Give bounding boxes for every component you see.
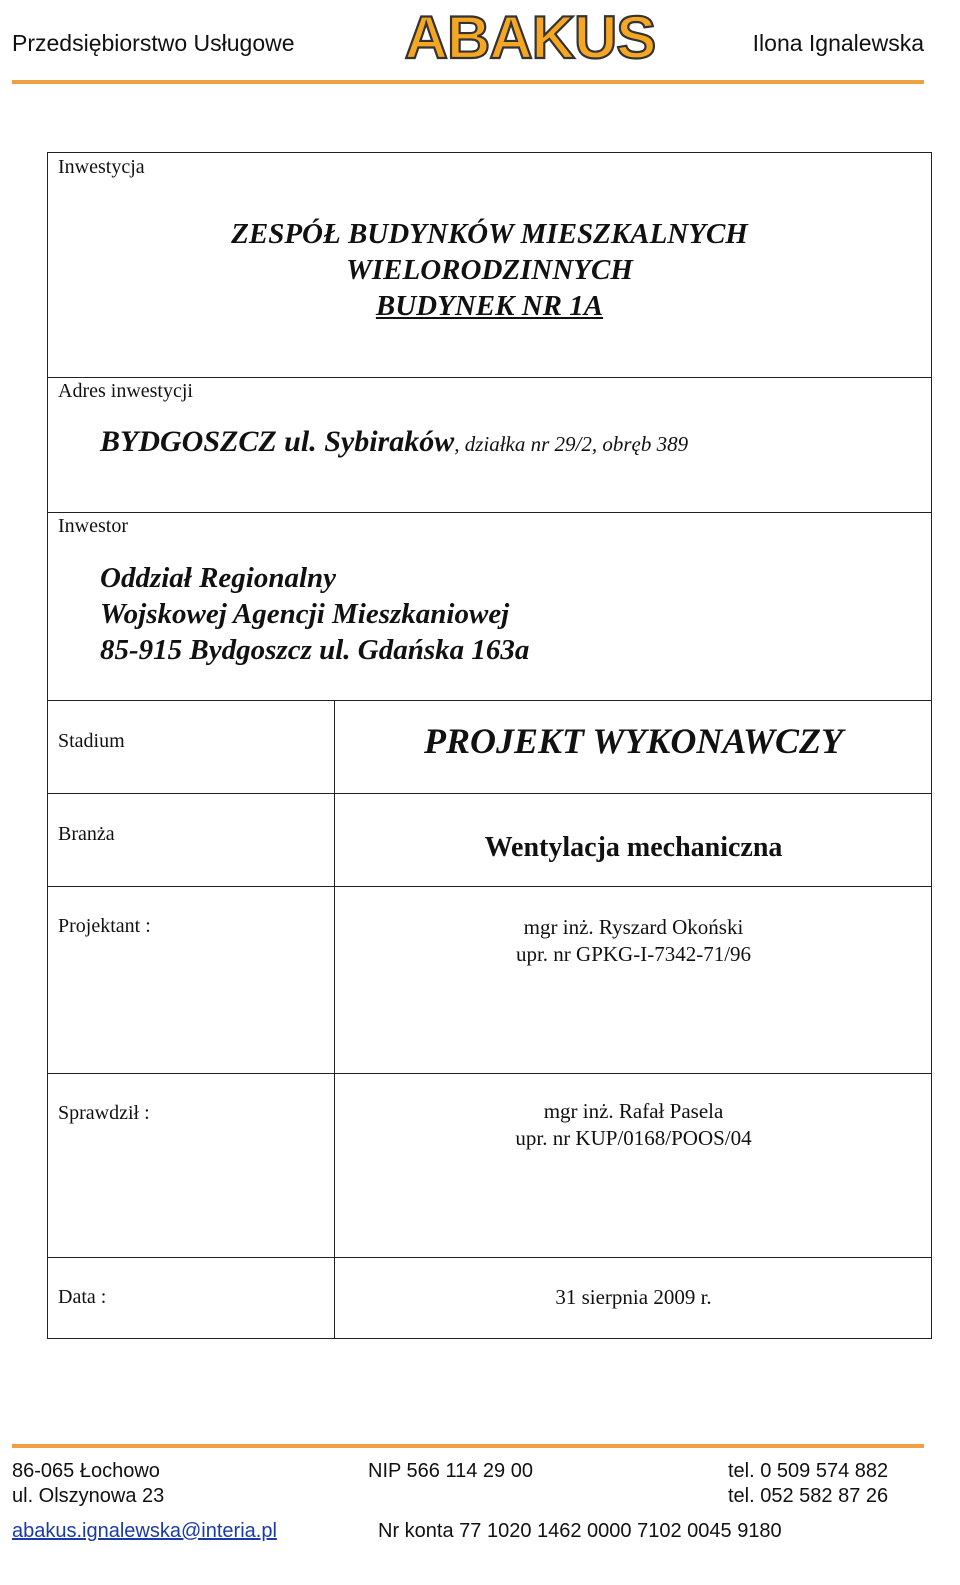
investor-line1: Oddział Regionalny [100,562,337,594]
address-main: BYDGOSZCZ ul. Sybiraków [100,425,455,458]
branch-label: Branża [58,823,115,845]
checker-license: upr. nr KUP/0168/POOS/04 [515,1126,752,1150]
designer-label: Projektant : [58,915,151,937]
footer-phone2: tel. 052 582 87 26 [728,1485,889,1507]
investor-line2: Wojskowej Agencji Mieszkaniowej [100,598,510,630]
investor-label: Inwestor [58,515,128,537]
stage-label: Stadium [58,730,125,752]
footer-phone1: tel. 0 509 574 882 [728,1460,889,1482]
date-label: Data : [58,1286,107,1308]
investor-line3: 85-915 Bydgoszcz ul. Gdańska 163a [100,634,530,666]
investment-building: BUDYNEK NR 1A [375,290,604,322]
footer-bank-account: Nr konta 77 1020 1462 0000 7102 0045 9180 [378,1520,782,1542]
address-detail: , działka nr 29/2, obręb 389 [454,432,689,456]
company-prefix: Przedsiębiorstwo Usługowe [12,30,295,56]
address-label: Adres inwestycji [58,380,193,402]
checker-name: mgr inż. Rafał Pasela [543,1099,724,1123]
header-divider [12,80,924,84]
footer-nip: NIP 566 114 29 00 [368,1460,533,1482]
branch-value: Wentylacja mechaniczna [484,832,783,863]
date-value: 31 sierpnia 2009 r. [555,1285,712,1309]
logo-text: ABAKUS [404,6,656,70]
owner-name: Ilona Ignalewska [752,30,924,56]
footer-email-link[interactable]: abakus.ignalewska@interia.pl [12,1520,277,1542]
footer-address-line2: ul. Olszynowa 23 [12,1485,165,1507]
designer-license: upr. nr GPKG-I-7342-71/96 [515,942,752,966]
checker-label: Sprawdził : [58,1102,150,1124]
investment-line2: WIELORODZINNYCH [346,254,633,286]
investment-label: Inwestycja [58,156,145,178]
stage-value: PROJEKT WYKONAWCZY [423,721,844,761]
investment-line1: ZESPÓŁ BUDYNKÓW MIESZKALNYCH [231,218,748,250]
footer-address-line1: 86-065 Łochowo [12,1460,160,1482]
abakus-logo [370,6,690,70]
footer-divider [12,1444,924,1448]
designer-name: mgr inż. Ryszard Okoński [523,915,744,939]
